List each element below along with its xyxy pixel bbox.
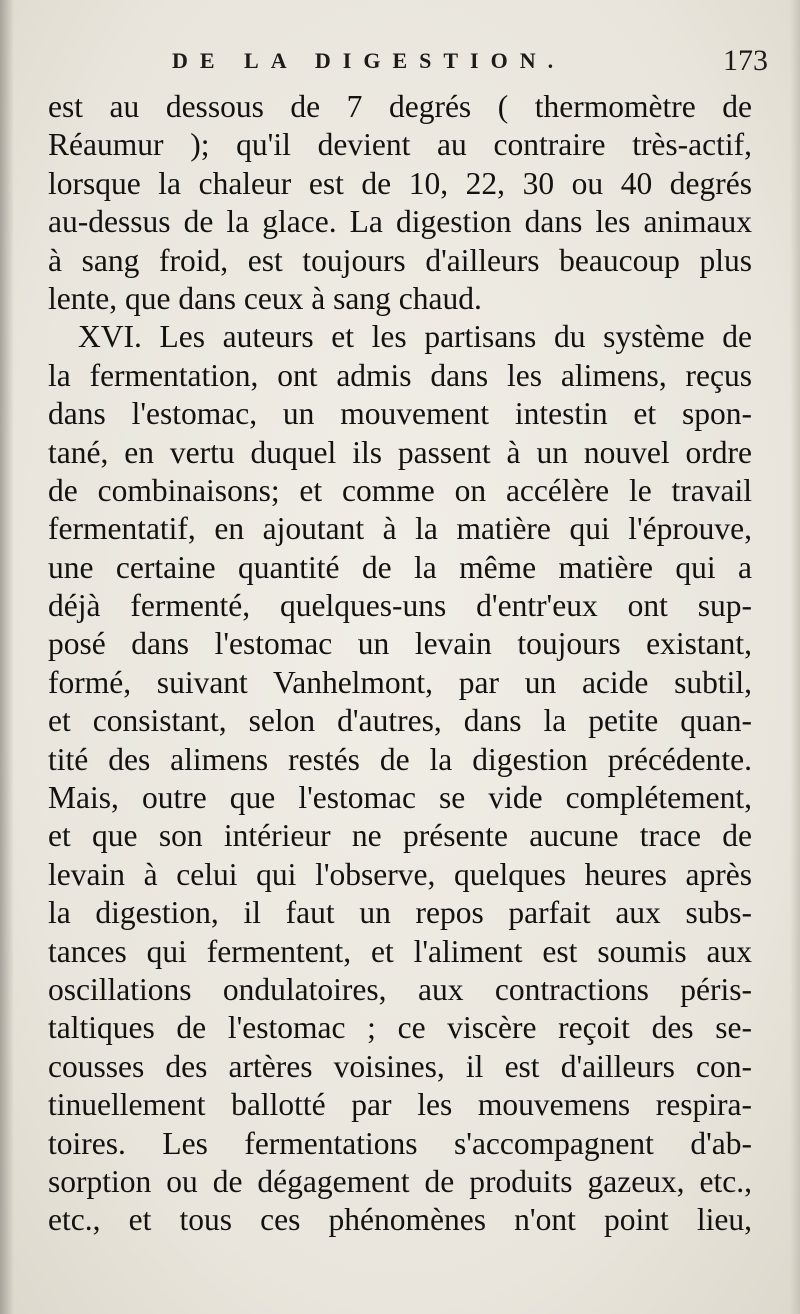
- page-gutter-shadow: [0, 0, 14, 1314]
- text-line: taltiques de l'estomac ; ce viscère reçoit des se-: [48, 1010, 752, 1046]
- text-line: Réaumur ); qu'il devient au contraire très-actif,: [48, 127, 752, 163]
- page-header: [48, 44, 768, 84]
- text-line: lorsque la chaleur est de 10, 22, 30 ou 40 degrés: [48, 165, 752, 201]
- text-line: tané, en vertu duquel ils passent à un nouvel ordre: [48, 434, 752, 470]
- text-line: et que son intérieur ne présente aucune trace de: [48, 818, 752, 854]
- text-line: posé dans l'estomac un levain toujours existant,: [48, 626, 752, 662]
- text-line: levain à celui qui l'observe, quelques heures après: [48, 856, 752, 892]
- text-line: tinuellement ballotté par les mouvemens respira-: [48, 1087, 752, 1123]
- text-line: formé, suivant Vanhelmont, par un acide subtil,: [48, 664, 752, 700]
- text-line: cousses des artères voisines, il est d'ailleurs con-: [48, 1048, 752, 1084]
- page-edge-shadow: [790, 0, 800, 1314]
- section-heading-line: XVI. Les auteurs et les partisans du système de: [78, 319, 752, 355]
- text-line: Mais, outre que l'estomac se vide complétement,: [48, 780, 752, 816]
- text-line: dans l'estomac, un mouvement intestin et spon-: [48, 396, 752, 432]
- page-number: 173: [723, 44, 768, 77]
- text-line: de combinaisons; et comme on accélère le travail: [48, 472, 752, 508]
- text-line: déjà fermenté, quelques-uns d'entr'eux ont sup-: [48, 588, 752, 624]
- text-line: est au dessous de 7 degrés ( thermomètre de: [48, 89, 752, 124]
- text-line: sorption ou de dégagement de produits gazeux, etc.,: [48, 1163, 752, 1199]
- text-line: lente, que dans ceux à sang chaud.: [48, 280, 482, 316]
- text-line: oscillations ondulatoires, aux contractions péris-: [48, 971, 752, 1007]
- text-line: la fermentation, ont admis dans les alimens, reçus: [48, 357, 752, 393]
- body-text: [48, 88, 752, 1240]
- text-line: une certaine quantité de la même matière qui a: [48, 549, 752, 585]
- text-line: à sang froid, est toujours d'ailleurs beaucoup plus: [48, 242, 752, 278]
- text-line: fermentatif, en ajoutant à la matière qui l'éprouve,: [48, 511, 752, 547]
- text-line: tances qui fermentent, et l'aliment est soumis aux: [48, 933, 752, 969]
- text-line: la digestion, il faut un repos parfait aux subs-: [48, 895, 752, 931]
- text-line: et consistant, selon d'autres, dans la petite quan-: [48, 703, 752, 739]
- text-line: tité des alimens restés de la digestion précédente.: [48, 741, 752, 777]
- text-line: toires. Les fermentations s'accompagnent d'ab-: [48, 1125, 752, 1161]
- text-line: etc., et tous ces phénomènes n'ont point lieu,: [48, 1202, 752, 1238]
- running-title: DE LA DIGESTION.: [172, 48, 566, 73]
- text-line: au-dessus de la glace. La digestion dans les animaux: [48, 204, 752, 240]
